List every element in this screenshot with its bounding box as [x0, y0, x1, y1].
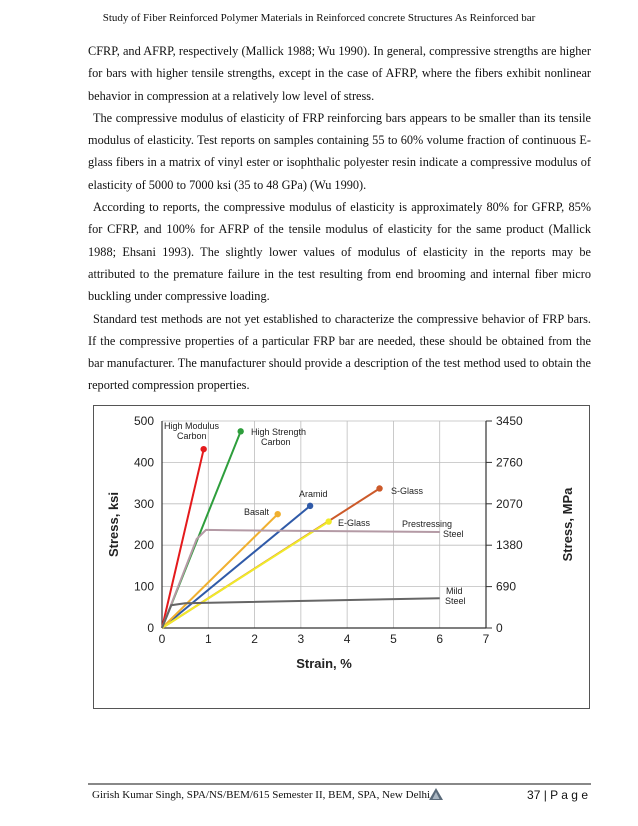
y2-tick-label: 2760 — [496, 455, 523, 470]
x-tick-label: 1 — [204, 632, 212, 646]
x-tick-label: 5 — [390, 632, 397, 646]
label-prestressing-2: Steel — [443, 529, 464, 539]
x-axis-title: Strain, % — [296, 656, 352, 671]
series-end-point-high-strength-carbon — [237, 428, 243, 434]
footer-rule — [88, 783, 591, 785]
series-end-point-s-glass — [376, 485, 382, 491]
x-tick-label: 2 — [251, 632, 258, 646]
paragraph: The compressive modulus of elasticity of FRP reinforcing bars appears to be smaller than its tensile modulus of elasticity. Test reports on samples containing 55 to 60% volume fraction of continuous E-glass fibers in a matrix of vinyl ester or isophthalic polyester resin indicate a compressive modulus of elasticity of 5000 to 7000 ksi (35 to 48 GPa) (Wu 1990). — [88, 110, 591, 192]
y2-tick-label: 2070 — [496, 496, 523, 511]
label-eglass: E-Glass — [338, 518, 371, 528]
x-tick-label: 4 — [343, 632, 351, 646]
page-header: Study of Fiber Reinforced Polymer Materials in Reinforced concrete Structures As Reinforced bar — [102, 12, 536, 24]
label-hmc-1: High Modulus — [164, 421, 220, 431]
stress-strain-chart — [94, 406, 589, 708]
series-end-point-basalt — [275, 511, 281, 517]
logo-icon — [428, 787, 444, 806]
paragraph: According to reports, the compressive modulus of elasticity is approximately 80% for GFRP, 85% for CFRP, and 100% for AFRP of the tensile modulus of elasticity for the same product (Mallick 1988; Ehsani 1993). The slightly lower values of modulus of elasticity in the reports may be attributed to the premature failure in the test resulting from end brooming and internal fiber micro buckling under compressive loading. — [88, 200, 591, 304]
label-sglass: S-Glass — [391, 486, 424, 496]
label-hsc-1: High Strength — [251, 427, 307, 437]
y-tick-label: 300 — [133, 496, 154, 511]
series-end-point-high-modulus-carbon — [200, 446, 206, 452]
y2-axis-title: Stress, MPa — [560, 487, 575, 562]
y2-tick-label: 0 — [496, 621, 503, 635]
label-prestressing-1: Prestressing — [402, 519, 453, 529]
page-number: 37 | P a g e — [527, 788, 588, 802]
series-end-point-aramid — [307, 503, 313, 509]
label-mild-2: Steel — [445, 596, 466, 606]
stress-strain-figure — [93, 405, 590, 709]
body-text — [88, 40, 591, 397]
x-tick-label: 3 — [297, 632, 305, 646]
label-hmc-2: Carbon — [177, 431, 207, 441]
y-tick-label: 400 — [133, 455, 154, 470]
y-tick-label: 500 — [133, 414, 154, 428]
y-tick-label: 0 — [147, 621, 154, 635]
paragraph: Standard test methods are not yet established to characterize the compressive behavior of FRP bars. If the compressive properties of a particular FRP bar are needed, these should be obtained from the bar manufacturer. The manufacturer should provide a description of the test method used to obtain the reported compression properties. — [88, 311, 591, 393]
x-tick-label: 6 — [436, 632, 444, 646]
y2-tick-label: 3450 — [496, 414, 523, 428]
y2-tick-label: 690 — [496, 579, 517, 594]
footer-author: Girish Kumar Singh, SPA/NS/BEM/615 Semester II, BEM, SPA, New Delhi — [92, 789, 431, 801]
label-mild-1: Mild — [446, 586, 463, 596]
label-basalt: Basalt — [244, 507, 270, 517]
y-axis-title: Stress, ksi — [106, 491, 121, 558]
y-tick-label: 200 — [133, 538, 154, 553]
paragraph: CFRP, and AFRP, respectively (Mallick 1988; Wu 1990). In general, compressive strengths are higher for bars with higher tensile strengths, except in the case of AFRP, where the fibers exhibit nonlinear behavior in compression at a relatively low level of stress. — [88, 44, 591, 103]
x-tick-label: 0 — [158, 632, 166, 646]
label-hsc-2: Carbon — [261, 437, 291, 447]
y-tick-label: 100 — [133, 579, 154, 594]
series-end-point-e-glass — [325, 518, 331, 524]
y2-tick-label: 1380 — [496, 538, 523, 553]
x-tick-label: 7 — [482, 632, 490, 646]
label-aramid: Aramid — [299, 489, 328, 499]
